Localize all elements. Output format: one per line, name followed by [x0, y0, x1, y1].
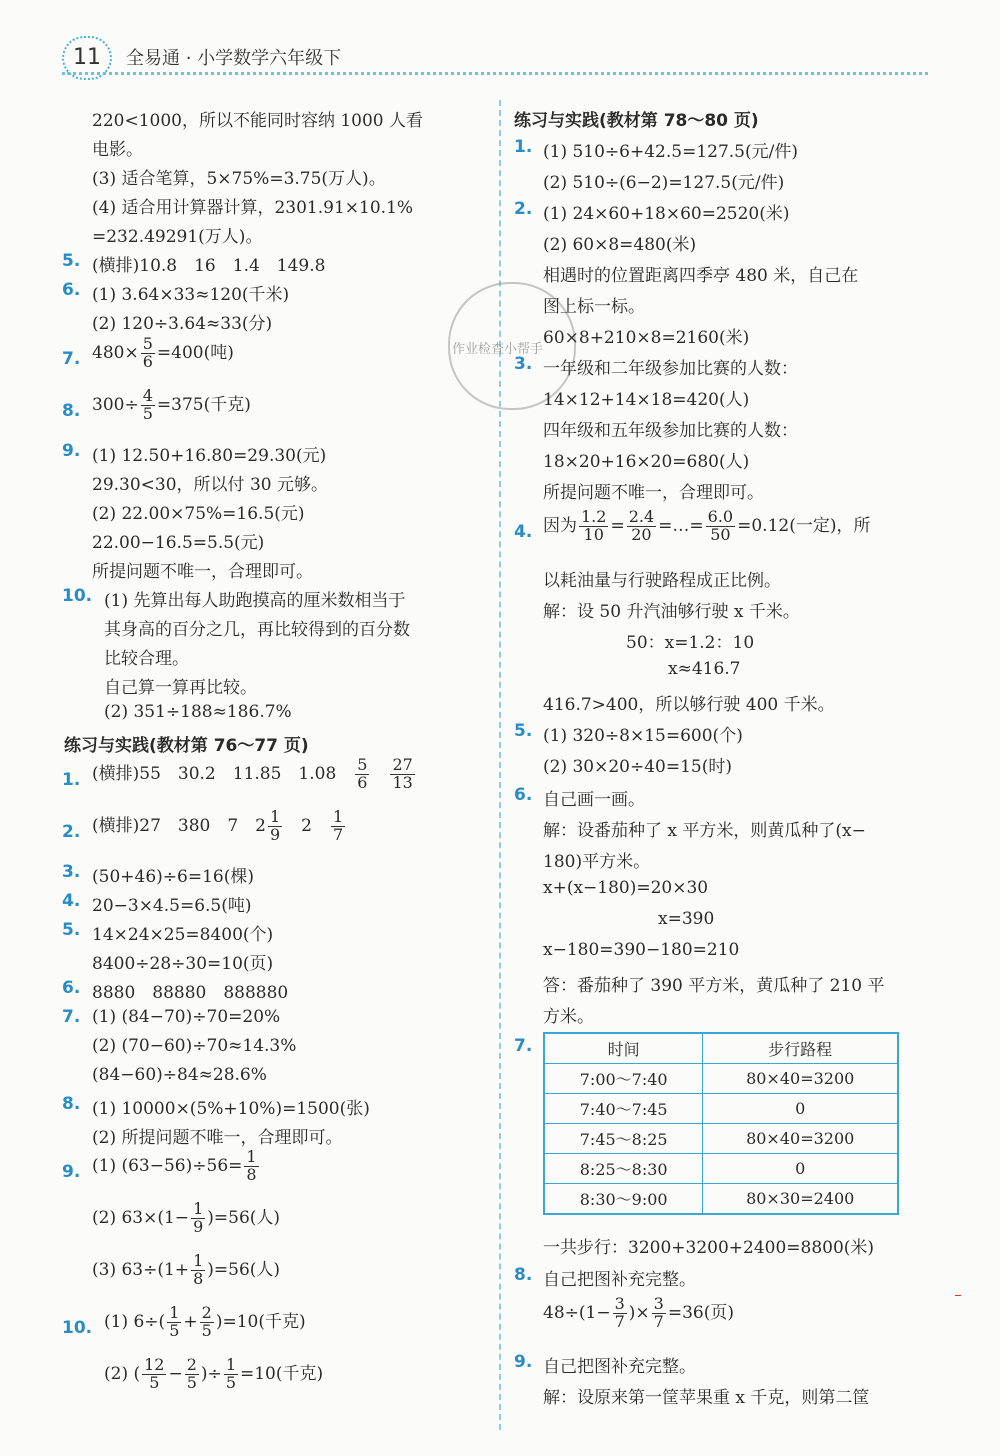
question-number: 7. — [514, 1036, 533, 1056]
question-number: 2. — [62, 822, 81, 842]
expr-text: 300÷ — [92, 394, 139, 415]
answer-line: (2) 60×8=480(米) — [543, 235, 697, 255]
expr-text: (横排)55 30.2 11.85 1.08 — [92, 763, 337, 784]
answer-line — [543, 1296, 734, 1331]
answer-line: (2) 510÷(6−2)=127.5(元/件) — [543, 173, 785, 193]
answer-line: 60×8+210×8=2160(米) — [543, 328, 750, 348]
answer-line: (横排)10.8 16 1.4 149.8 — [92, 256, 326, 276]
expr-text: )÷ — [200, 1363, 222, 1384]
expr-text: + — [183, 1311, 198, 1332]
question-number: 8. — [62, 401, 81, 421]
fraction: $\frac{4}{5}$ — [142, 386, 153, 423]
answer-line: 180)平方米。 — [543, 852, 651, 872]
question-number: 1. — [514, 137, 533, 157]
answer-line: (1) 510÷6+42.5=127.5(元/件) — [543, 142, 798, 162]
question-number: 7. — [62, 1007, 81, 1027]
answer-line: 所提问题不唯一，合理即可。 — [543, 483, 764, 503]
answer-line: 自己把图补充完整。 — [543, 1357, 696, 1377]
fraction: $\frac{5}{6}$ — [357, 755, 368, 792]
question-number: 9. — [514, 1352, 533, 1372]
fraction: $\frac{6.0}{50}$ — [707, 507, 734, 544]
question-number: 4. — [62, 891, 81, 911]
question-number: 6. — [514, 785, 533, 805]
table-row — [544, 1094, 898, 1124]
answer-line: 14×12+14×18=420(人) — [543, 390, 750, 410]
table-row — [544, 1154, 898, 1184]
table-row — [544, 1184, 898, 1215]
answer-line: 18×20+16×20=680(人) — [543, 452, 750, 472]
answer-line: 自己把图补充完整。 — [543, 1270, 696, 1290]
fraction: $\frac{1}{9}$ — [269, 807, 281, 844]
answer-line — [104, 1305, 306, 1340]
question-number: 9. — [62, 441, 81, 461]
fraction: $\frac{2.4}{20}$ — [628, 507, 655, 544]
expr-text: 48÷(1− — [543, 1302, 611, 1323]
expr-text: (3) 63÷(1+ — [92, 1259, 190, 1280]
expr-text: =10(千克) — [240, 1363, 324, 1384]
answer-line: x=390 — [658, 909, 715, 929]
expr-text: = — [610, 515, 625, 536]
table-cell: 8:25～8:30 — [544, 1154, 703, 1184]
answer-line: (2) (70−60)÷70≈14.3% — [92, 1036, 297, 1056]
answer-line: 其身高的百分之几，再比较得到的百分数 — [104, 620, 410, 640]
expr-text: (横排)27 380 7 2 — [92, 815, 266, 836]
table-row — [544, 1124, 898, 1154]
answer-line: (2) 30×20÷40=15(时) — [543, 757, 733, 777]
expr-text: )=56(人) — [207, 1259, 281, 1280]
table-cell: 7:00～7:40 — [544, 1064, 703, 1094]
answer-line: 14×24×25=8400(个) — [92, 925, 274, 945]
question-number: 9. — [62, 1162, 81, 1182]
table-header: 步行路程 — [703, 1033, 898, 1064]
text-line: (3) 适合笔算，5×75%=3.75(万人)。 — [92, 169, 386, 189]
text-line: 220<1000，所以不能同时容纳 1000 人看 — [92, 111, 424, 131]
answer-line: (1) 320÷8×15=600(个) — [543, 726, 743, 746]
text-line: =232.49291(万人)。 — [92, 227, 263, 247]
table-header: 时间 — [544, 1033, 703, 1064]
expr-text: (2) ( — [104, 1363, 141, 1384]
question-number: 7. — [62, 349, 81, 369]
answer-line: 自己算一算再比较。 — [104, 678, 257, 698]
answer-line: (2) 351÷188≈186.7% — [104, 702, 292, 722]
table-cell: 80×30=2400 — [703, 1184, 898, 1215]
question-number: 5. — [62, 920, 81, 940]
answer-line — [92, 757, 417, 792]
expr-text: (1) 6÷( — [104, 1311, 166, 1332]
answer-line: 416.7>400，所以够行驶 400 千米。 — [543, 695, 835, 715]
answer-line: 以耗油量与行驶路程成正比例。 — [543, 571, 781, 591]
answer-line — [92, 1149, 261, 1184]
answer-line: 四年级和五年级参加比赛的人数： — [543, 421, 798, 441]
answer-line: (1) 12.50+16.80=29.30(元) — [92, 446, 327, 466]
fraction: $\frac{5}{6}$ — [142, 334, 153, 371]
table-row — [544, 1064, 898, 1094]
question-number: 3. — [514, 354, 533, 374]
expr-text: 因为 — [543, 515, 577, 536]
page-number: 11 — [62, 36, 112, 80]
answer-line — [92, 1253, 280, 1288]
question-number: 5. — [62, 251, 81, 271]
answer-line: 方米。 — [543, 1007, 594, 1027]
fraction: $\frac{3}{7}$ — [614, 1294, 625, 1331]
expr-text: (2) 63×(1− — [92, 1207, 190, 1228]
expr-text: )=56(人) — [207, 1207, 281, 1228]
fraction: $\frac{1}{5}$ — [225, 1355, 236, 1392]
answer-line — [92, 1201, 280, 1236]
question-number: 8. — [514, 1265, 533, 1285]
answer-line: (1) 24×60+18×60=2520(米) — [543, 204, 790, 224]
answer-line: 自己画一画。 — [543, 790, 645, 810]
fraction: $\frac{2}{5}$ — [201, 1303, 212, 1340]
answer-line: 8880 88880 888880 — [92, 983, 289, 1003]
table-header-row — [544, 1033, 898, 1064]
question-number: 10. — [62, 1318, 93, 1338]
answer-line: 图上标一标。 — [543, 297, 645, 317]
expr-text: =375(千克) — [156, 394, 251, 415]
fraction: $\frac{1}{8}$ — [193, 1251, 204, 1288]
question-number: 1. — [62, 770, 81, 790]
answer-line: 相遇时的位置距离四季亭 480 米，自己在 — [543, 266, 859, 286]
table-cell: 0 — [703, 1154, 898, 1184]
header-divider — [62, 72, 928, 75]
answer-line: (1) 3.64×33≈120(千米) — [92, 285, 290, 305]
question-number: 2. — [514, 199, 533, 219]
answer-line: (84−60)÷84≈28.6% — [92, 1065, 267, 1085]
answer-line: 一共步行：3200+3200+2400=8800(米) — [543, 1238, 875, 1258]
question-number: 5. — [514, 721, 533, 741]
expr-text: =…= — [658, 515, 704, 536]
answer-line: 比较合理。 — [104, 649, 189, 669]
answer-line: 答：番茄种了 390 平方米，黄瓜种了 210 平 — [543, 976, 885, 996]
expr-text: 480× — [92, 342, 139, 363]
table-cell: 80×40=3200 — [703, 1064, 898, 1094]
fraction: $\frac{12}{5}$ — [144, 1355, 165, 1392]
answer-line: 50：x=1.2：10 — [626, 633, 755, 653]
expr-text: − — [168, 1363, 183, 1384]
fraction: $\frac{1}{5}$ — [169, 1303, 180, 1340]
text-line: 电影。 — [92, 140, 143, 160]
table-cell: 7:40～7:45 — [544, 1094, 703, 1124]
answer-line: (1) 先算出每人助跑摸高的厘米数相当于 — [104, 591, 406, 611]
answer-line — [92, 388, 251, 423]
book-title: 全易通 · 小学数学六年级下 — [126, 48, 342, 69]
answer-line: (1) 10000×(5%+10%)=1500(张) — [92, 1099, 370, 1119]
fraction: $\frac{3}{7}$ — [653, 1294, 664, 1331]
stamp-text: 作业检查小帮手 — [452, 342, 544, 357]
table-cell: 0 — [703, 1094, 898, 1124]
answer-line: x≈416.7 — [668, 659, 741, 679]
question-number: 10. — [62, 586, 93, 606]
answer-line: 8400÷28÷30=10(页) — [92, 954, 274, 974]
answer-line: 解：设原来第一筐苹果重 x 千克，则第二筐 — [543, 1388, 870, 1408]
answer-line: (2) 120÷3.64≈33(分) — [92, 314, 273, 334]
expr-text: 2 — [301, 815, 312, 836]
red-mark — [955, 1295, 961, 1296]
fraction: $\frac{27}{13}$ — [392, 755, 413, 792]
answer-line: 解：设番茄种了 x 平方米，则黄瓜种了(x− — [543, 821, 866, 841]
section-heading: 练习与实践(教材第 76～77 页) — [64, 736, 309, 756]
answer-line: (2) 22.00×75%=16.5(元) — [92, 504, 305, 524]
answer-line: 所提问题不唯一，合理即可。 — [92, 562, 313, 582]
answer-line: x−180=390−180=210 — [543, 940, 740, 960]
text-line: (4) 适合用计算器计算，2301.91×10.1% — [92, 198, 414, 218]
fraction: $\frac{2}{5}$ — [186, 1355, 197, 1392]
question-number: 8. — [62, 1094, 81, 1114]
question-number: 3. — [62, 862, 81, 882]
table-cell: 80×40=3200 — [703, 1124, 898, 1154]
expr-text: )× — [628, 1302, 650, 1323]
answer-line: 一年级和二年级参加比赛的人数： — [543, 359, 798, 379]
answer-line: 22.00−16.5=5.5(元) — [92, 533, 265, 553]
expr-text: (1) (63−56)÷56= — [92, 1155, 243, 1176]
expr-text: =400(吨) — [156, 342, 234, 363]
answer-line: x+(x−180)=20×30 — [543, 878, 709, 898]
answer-line: (2) 所提问题不唯一，合理即可。 — [92, 1128, 343, 1148]
table-cell: 7:45～8:25 — [544, 1124, 703, 1154]
question-number: 6. — [62, 280, 81, 300]
answer-line: 29.30<30，所以付 30 元够。 — [92, 475, 328, 495]
answer-line: (1) (84−70)÷70=20% — [92, 1007, 281, 1027]
fraction: $\frac{1.2}{10}$ — [581, 507, 607, 544]
fraction: $\frac{1}{9}$ — [193, 1199, 204, 1236]
expr-text: )=10(千克) — [215, 1311, 306, 1332]
question-number: 4. — [514, 522, 533, 542]
answer-line — [543, 509, 870, 544]
expr-text: =0.12(一定)，所 — [737, 515, 871, 536]
question-number: 6. — [62, 978, 81, 998]
section-heading: 练习与实践(教材第 78～80 页) — [514, 111, 759, 131]
answer-line — [92, 336, 234, 371]
fraction: $\frac{1}{8}$ — [246, 1147, 257, 1184]
answer-line — [92, 809, 347, 844]
answer-line — [104, 1357, 323, 1392]
walking-table — [543, 1032, 899, 1215]
table-cell: 8:30～9:00 — [544, 1184, 703, 1215]
answer-line: 20−3×4.5=6.5(吨) — [92, 896, 252, 916]
answer-line: (50+46)÷6=16(棵) — [92, 867, 254, 887]
fraction: $\frac{1}{7}$ — [333, 807, 344, 844]
expr-text: =36(页) — [667, 1302, 734, 1323]
answer-line: 解：设 50 升汽油够行驶 x 千米。 — [543, 602, 800, 622]
